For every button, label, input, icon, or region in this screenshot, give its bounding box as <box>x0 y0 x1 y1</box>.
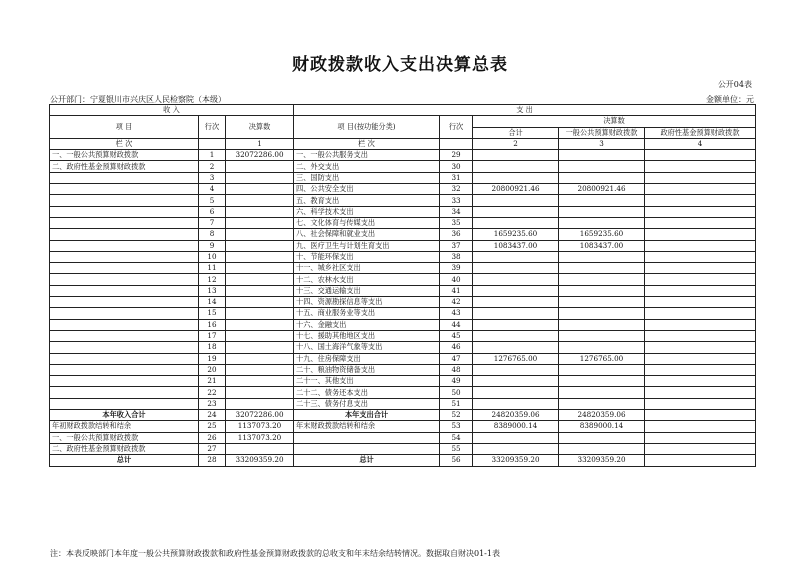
income-line: 12 <box>199 274 226 285</box>
income-item: 总计 <box>50 455 199 466</box>
income-line: 20 <box>199 364 226 375</box>
income-amount <box>226 172 294 183</box>
expense-fund <box>645 251 756 262</box>
expense-fund <box>645 398 756 409</box>
table-row <box>50 240 756 251</box>
expense-fund <box>645 263 756 274</box>
expense-line: 47 <box>440 353 473 364</box>
col-2: 2 <box>473 138 559 149</box>
income-item <box>50 251 199 262</box>
header-row-2 <box>50 116 756 127</box>
expense-line: 37 <box>440 240 473 251</box>
header-row-1 <box>50 105 756 116</box>
income-item <box>50 330 199 341</box>
expense-fund <box>645 330 756 341</box>
expense-total: 8389000.14 <box>473 421 559 432</box>
income-line: 5 <box>199 195 226 206</box>
income-line: 7 <box>199 217 226 228</box>
expense-total <box>473 342 559 353</box>
income-item: 一、一般公共预算财政拨款 <box>50 150 199 161</box>
income-line: 10 <box>199 251 226 262</box>
income-line: 8 <box>199 229 226 240</box>
income-line: 6 <box>199 206 226 217</box>
expense-general <box>559 161 645 172</box>
expense-total: 1276765.00 <box>473 353 559 364</box>
expense-fund <box>645 342 756 353</box>
expense-line: 46 <box>440 342 473 353</box>
expense-general: 20800921.46 <box>559 184 645 195</box>
income-item <box>50 364 199 375</box>
table-row <box>50 172 756 183</box>
income-line: 26 <box>199 432 226 443</box>
expense-line: 49 <box>440 376 473 387</box>
expense-item: 十三、交通运输支出 <box>294 285 440 296</box>
income-line: 19 <box>199 353 226 364</box>
expense-general <box>559 263 645 274</box>
expense-fund <box>645 161 756 172</box>
expense-item: 十八、国土海洋气象等支出 <box>294 342 440 353</box>
table-row <box>50 206 756 217</box>
expense-fund <box>645 229 756 240</box>
expense-line: 56 <box>440 455 473 466</box>
income-amount <box>226 376 294 387</box>
expense-line: 52 <box>440 410 473 421</box>
table-row <box>50 274 756 285</box>
income-amount <box>226 353 294 364</box>
expense-general <box>559 432 645 443</box>
expense-total <box>473 364 559 375</box>
expense-general <box>559 274 645 285</box>
expense-item: 十六、金融支出 <box>294 319 440 330</box>
table-row <box>50 308 756 319</box>
expense-general: 1659235.60 <box>559 229 645 240</box>
income-item <box>50 285 199 296</box>
table-row <box>50 150 756 161</box>
expense-fund <box>645 353 756 364</box>
expense-item: 七、文化体育与传媒支出 <box>294 217 440 228</box>
income-amount <box>226 398 294 409</box>
expense-general <box>559 195 645 206</box>
line-header: 行次 <box>199 116 226 139</box>
final-header: 决算数 <box>473 116 756 127</box>
expense-line: 41 <box>440 285 473 296</box>
expense-fund <box>645 421 756 432</box>
expense-general <box>559 364 645 375</box>
expense-total <box>473 251 559 262</box>
expense-item: 八、社会保障和就业支出 <box>294 229 440 240</box>
col-index-row <box>50 138 756 149</box>
expense-line: 53 <box>440 421 473 432</box>
income-item <box>50 240 199 251</box>
income-item <box>50 308 199 319</box>
expense-item: 九、医疗卫生与计划生育支出 <box>294 240 440 251</box>
income-item <box>50 342 199 353</box>
expense-fund <box>645 376 756 387</box>
expense-line: 33 <box>440 195 473 206</box>
income-amount <box>226 342 294 353</box>
table-row <box>50 161 756 172</box>
income-item <box>50 206 199 217</box>
income-line: 9 <box>199 240 226 251</box>
col-1: 1 <box>226 138 294 149</box>
expense-item: 二十二、债务还本支出 <box>294 387 440 398</box>
income-line: 1 <box>199 150 226 161</box>
income-item <box>50 217 199 228</box>
income-item <box>50 387 199 398</box>
budget-table <box>49 104 756 467</box>
expense-total <box>473 398 559 409</box>
expense-total: 1659235.60 <box>473 229 559 240</box>
expense-general: 33209359.20 <box>559 455 645 466</box>
expense-item: 五、教育支出 <box>294 195 440 206</box>
expense-general: 1083437.00 <box>559 240 645 251</box>
expense-line: 40 <box>440 274 473 285</box>
table-row <box>50 455 756 466</box>
income-amount <box>226 184 294 195</box>
col-3: 3 <box>559 138 645 149</box>
expense-line: 43 <box>440 308 473 319</box>
amount-header: 决算数 <box>226 116 294 139</box>
expense-total <box>473 432 559 443</box>
expense-general <box>559 308 645 319</box>
expense-total <box>473 297 559 308</box>
expense-item: 十七、援助其他地区支出 <box>294 330 440 341</box>
table-row <box>50 432 756 443</box>
expense-item: 二十三、债务付息支出 <box>294 398 440 409</box>
income-amount <box>226 229 294 240</box>
department-label: 公开部门：宁夏银川市兴庆区人民检察院（本级） <box>50 95 226 104</box>
expense-general <box>559 398 645 409</box>
expense-general <box>559 330 645 341</box>
income-line: 22 <box>199 387 226 398</box>
item-func-header: 项 目(按功能分类) <box>294 116 440 139</box>
expense-general <box>559 285 645 296</box>
report-title: 财政拨款收入支出决算总表 <box>292 55 508 75</box>
income-amount <box>226 263 294 274</box>
expense-general <box>559 206 645 217</box>
table-row <box>50 387 756 398</box>
income-amount <box>226 206 294 217</box>
table-row <box>50 376 756 387</box>
expense-line: 32 <box>440 184 473 195</box>
income-header: 收 入 <box>50 105 294 116</box>
income-item: 本年收入合计 <box>50 410 199 421</box>
table-row <box>50 421 756 432</box>
expense-line: 31 <box>440 172 473 183</box>
fund-header: 政府性基金预算财政拨款 <box>645 127 756 138</box>
income-line: 13 <box>199 285 226 296</box>
expense-total <box>473 206 559 217</box>
table-row <box>50 330 756 341</box>
expense-fund <box>645 308 756 319</box>
table-row <box>50 195 756 206</box>
line2-header: 行次 <box>440 116 473 139</box>
expense-total <box>473 387 559 398</box>
income-line: 28 <box>199 455 226 466</box>
expense-fund <box>645 387 756 398</box>
income-item: 年初财政拨款结转和结余 <box>50 421 199 432</box>
expense-fund <box>645 432 756 443</box>
income-line: 21 <box>199 376 226 387</box>
expense-fund <box>645 184 756 195</box>
expense-total <box>473 308 559 319</box>
income-item <box>50 297 199 308</box>
expense-item: 二、外交支出 <box>294 161 440 172</box>
income-line: 15 <box>199 308 226 319</box>
expense-fund <box>645 240 756 251</box>
expense-item: 十一、城乡社区支出 <box>294 263 440 274</box>
table-row <box>50 353 756 364</box>
expense-general <box>559 319 645 330</box>
expense-total <box>473 195 559 206</box>
table-row <box>50 398 756 409</box>
expense-fund <box>645 455 756 466</box>
table-row <box>50 342 756 353</box>
table-row <box>50 297 756 308</box>
income-line: 17 <box>199 330 226 341</box>
expense-fund <box>645 285 756 296</box>
expense-general <box>559 342 645 353</box>
expense-total <box>473 285 559 296</box>
income-item <box>50 172 199 183</box>
expense-line: 42 <box>440 297 473 308</box>
expense-item: 年末财政拨款结转和结余 <box>294 421 440 432</box>
income-item: 二、政府性基金预算财政拨款 <box>50 161 199 172</box>
expense-item: 二十一、其他支出 <box>294 376 440 387</box>
income-amount <box>226 330 294 341</box>
income-amount <box>226 308 294 319</box>
expense-total <box>473 274 559 285</box>
expense-total <box>473 150 559 161</box>
expense-item: 总计 <box>294 455 440 466</box>
income-line: 18 <box>199 342 226 353</box>
income-item: 一、一般公共预算财政拨款 <box>50 432 199 443</box>
income-amount <box>226 161 294 172</box>
expense-general <box>559 217 645 228</box>
expense-line: 55 <box>440 443 473 454</box>
income-amount <box>226 285 294 296</box>
expense-total: 33209359.20 <box>473 455 559 466</box>
expense-line: 30 <box>440 161 473 172</box>
total-header: 合计 <box>473 127 559 138</box>
expense-total: 24820359.06 <box>473 410 559 421</box>
expense-general <box>559 443 645 454</box>
expense-line: 35 <box>440 217 473 228</box>
expense-line: 34 <box>440 206 473 217</box>
income-amount <box>226 443 294 454</box>
expense-header: 支 出 <box>294 105 756 116</box>
expense-item: 十九、住房保障支出 <box>294 353 440 364</box>
expense-general <box>559 387 645 398</box>
expense-total <box>473 443 559 454</box>
expense-fund <box>645 206 756 217</box>
income-line: 11 <box>199 263 226 274</box>
expense-line: 45 <box>440 330 473 341</box>
income-line: 3 <box>199 172 226 183</box>
income-line: 2 <box>199 161 226 172</box>
income-amount: 32072286.00 <box>226 410 294 421</box>
income-amount <box>226 364 294 375</box>
col-label-left: 栏 次 <box>50 138 199 149</box>
income-amount: 32072286.00 <box>226 150 294 161</box>
expense-item: 十四、资源勘探信息等支出 <box>294 297 440 308</box>
expense-line: 39 <box>440 263 473 274</box>
expense-general: 24820359.06 <box>559 410 645 421</box>
expense-total <box>473 161 559 172</box>
income-line: 4 <box>199 184 226 195</box>
income-item <box>50 398 199 409</box>
expense-item: 二十、粮油物资储备支出 <box>294 364 440 375</box>
income-amount: 1137073.20 <box>226 421 294 432</box>
table-row <box>50 184 756 195</box>
income-amount <box>226 251 294 262</box>
income-amount <box>226 217 294 228</box>
expense-fund <box>645 150 756 161</box>
footnote: 注：本表反映部门本年度一般公共预算财政拨款和政府性基金预算财政拨款的总收支和年末结余结转情况。数据取自财决01-1表 <box>50 549 500 558</box>
expense-line: 29 <box>440 150 473 161</box>
expense-general <box>559 376 645 387</box>
unit-label: 金额单位：元 <box>706 95 754 104</box>
income-item <box>50 184 199 195</box>
income-amount: 1137073.20 <box>226 432 294 443</box>
income-line: 25 <box>199 421 226 432</box>
income-line: 24 <box>199 410 226 421</box>
income-amount <box>226 319 294 330</box>
expense-fund <box>645 172 756 183</box>
expense-item <box>294 443 440 454</box>
table-row <box>50 364 756 375</box>
income-line: 23 <box>199 398 226 409</box>
expense-fund <box>645 195 756 206</box>
table-row <box>50 217 756 228</box>
expense-line: 51 <box>440 398 473 409</box>
table-row <box>50 251 756 262</box>
expense-line: 36 <box>440 229 473 240</box>
expense-fund <box>645 410 756 421</box>
expense-item: 本年支出合计 <box>294 410 440 421</box>
expense-fund <box>645 274 756 285</box>
income-item <box>50 353 199 364</box>
expense-total: 1083437.00 <box>473 240 559 251</box>
income-amount: 33209359.20 <box>226 455 294 466</box>
expense-general: 1276765.00 <box>559 353 645 364</box>
expense-item: 四、公共安全支出 <box>294 184 440 195</box>
income-amount <box>226 297 294 308</box>
expense-total: 20800921.46 <box>473 184 559 195</box>
expense-general <box>559 251 645 262</box>
expense-general <box>559 150 645 161</box>
expense-line: 54 <box>440 432 473 443</box>
income-amount <box>226 240 294 251</box>
expense-item: 一、一般公共服务支出 <box>294 150 440 161</box>
income-amount <box>226 274 294 285</box>
expense-total <box>473 172 559 183</box>
expense-item: 十、节能环保支出 <box>294 251 440 262</box>
income-amount <box>226 387 294 398</box>
general-header: 一般公共预算财政拨款 <box>559 127 645 138</box>
table-row <box>50 410 756 421</box>
income-item <box>50 195 199 206</box>
table-row <box>50 263 756 274</box>
expense-line: 44 <box>440 319 473 330</box>
expense-line: 38 <box>440 251 473 262</box>
expense-general <box>559 172 645 183</box>
table-row <box>50 229 756 240</box>
form-number: 公开04表 <box>717 80 752 89</box>
expense-fund <box>645 364 756 375</box>
table-row <box>50 443 756 454</box>
expense-line: 48 <box>440 364 473 375</box>
expense-item <box>294 432 440 443</box>
income-line: 27 <box>199 443 226 454</box>
expense-total <box>473 376 559 387</box>
expense-general <box>559 297 645 308</box>
expense-fund <box>645 319 756 330</box>
income-item <box>50 319 199 330</box>
table-row <box>50 319 756 330</box>
expense-line: 50 <box>440 387 473 398</box>
expense-item: 十五、商业服务业等支出 <box>294 308 440 319</box>
income-item <box>50 263 199 274</box>
expense-total <box>473 319 559 330</box>
table-row <box>50 285 756 296</box>
income-item <box>50 274 199 285</box>
expense-fund <box>645 297 756 308</box>
income-line: 14 <box>199 297 226 308</box>
expense-total <box>473 217 559 228</box>
expense-item: 十二、农林水支出 <box>294 274 440 285</box>
expense-item: 六、科学技术支出 <box>294 206 440 217</box>
expense-fund <box>645 217 756 228</box>
col-label-right: 栏 次 <box>294 138 440 149</box>
income-item <box>50 376 199 387</box>
expense-general: 8389000.14 <box>559 421 645 432</box>
income-item: 二、政府性基金预算财政拨款 <box>50 443 199 454</box>
expense-total <box>473 263 559 274</box>
expense-total <box>473 330 559 341</box>
income-item <box>50 229 199 240</box>
income-line: 16 <box>199 319 226 330</box>
expense-item: 三、国防支出 <box>294 172 440 183</box>
item-header: 项 目 <box>50 116 199 139</box>
expense-fund <box>645 443 756 454</box>
income-amount <box>226 195 294 206</box>
col-4: 4 <box>645 138 756 149</box>
